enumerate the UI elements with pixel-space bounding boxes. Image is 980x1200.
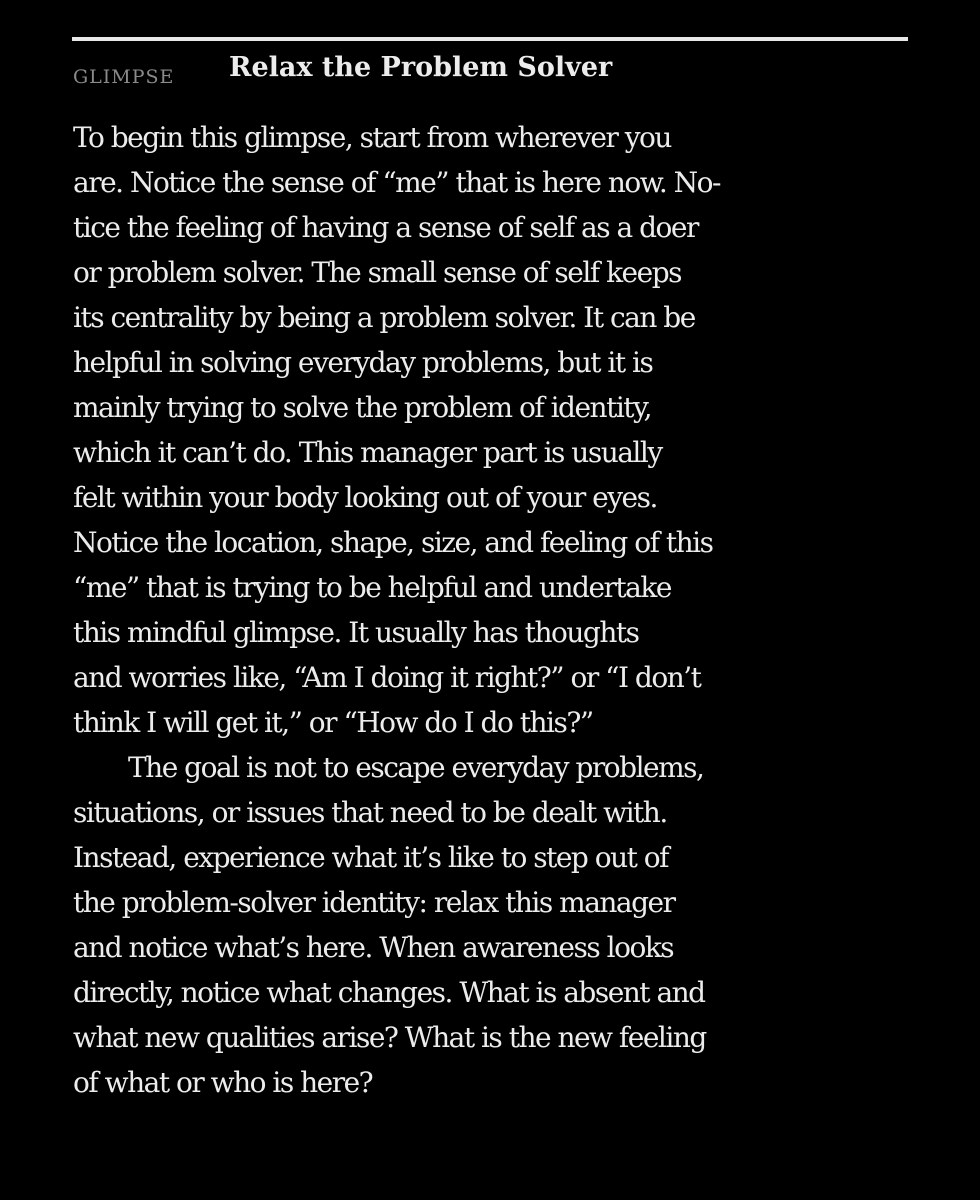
text-line: this mindful glimpse. It usually has thoughts [73,616,639,649]
text-line: the problem-solver identity: relax this manager [73,886,675,919]
text-line: situations, or issues that need to be dealt with. [73,796,667,829]
text-line: “me” that is trying to be helpful and undertake [73,571,671,604]
text-line: what new qualities arise? What is the new feeling [73,1021,706,1054]
body-text [73,115,933,1105]
text-line: are. Notice the sense of “me” that is here now. No- [73,166,720,199]
text-line: tice the feeling of having a sense of self as a doer [73,211,698,244]
section-title: Relax the Problem Solver [229,52,613,83]
paragraph-1 [73,115,933,745]
text-line: of what or who is here? [73,1066,373,1099]
section-label: GLIMPSE [73,66,175,88]
text-line: and worries like, “Am I doing it right?” or “I don’t [73,661,701,694]
text-line: The goal is not to escape everyday problems, [128,751,704,784]
text-line: think I will get it,” or “How do I do this?” [73,706,593,739]
text-line: and notice what’s here. When awareness looks [73,931,674,964]
text-line: mainly trying to solve the problem of identity, [73,391,652,424]
top-rule [72,37,908,41]
text-line: directly, notice what changes. What is absent and [73,976,705,1009]
text-line: which it can’t do. This manager part is usually [73,436,662,469]
text-line: To begin this glimpse, start from wherever you [73,121,671,154]
text-line: Notice the location, shape, size, and feeling of this [73,526,713,559]
text-line: Instead, experience what it’s like to step out of [73,841,669,874]
text-line: its centrality by being a problem solver. It can be [73,301,695,334]
paragraph-2 [73,745,933,1105]
text-line: helpful in solving everyday problems, but it is [73,346,653,379]
text-line: felt within your body looking out of your eyes. [73,481,657,514]
text-line: or problem solver. The small sense of self keeps [73,256,681,289]
